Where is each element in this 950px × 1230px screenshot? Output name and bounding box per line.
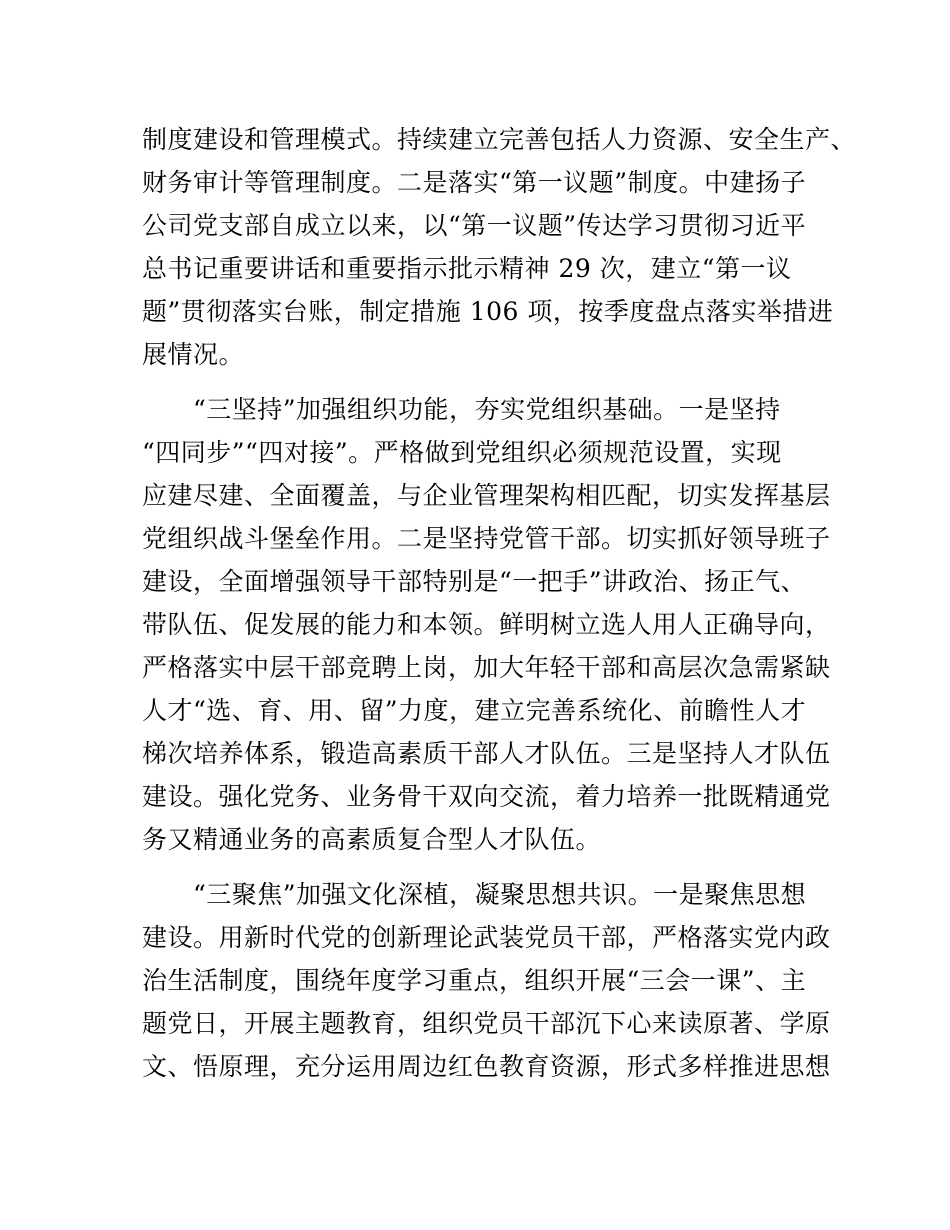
paragraph-spacer <box>142 376 812 388</box>
text-line: “三聚焦”加强文化深植，凝聚思想共识。一是聚焦思想 <box>142 880 807 909</box>
text-line: 带队伍、促发展的能力和本领。鲜明树立选人用人正确导向， <box>142 610 831 639</box>
document-body <box>142 118 857 1088</box>
text-line: 务又精通业务的高素质复合型人才队伍。 <box>142 825 602 854</box>
text-line: 治生活制度，围绕年度学习重点，组织开展“三会一课”、主 <box>142 966 807 995</box>
text-line: 严格落实中层干部竞聘上岗，加大年轻干部和高层次急需紧缺 <box>142 653 831 682</box>
text-line: 人才“选、育、用、留”力度，建立完善系统化、前瞻性人才 <box>142 696 807 725</box>
text-line: “四同步”“四对接”。严格做到党组织必须规范设置，实现 <box>142 438 782 467</box>
text-line: 公司党支部自成立以来，以“第一议题”传达学习贯彻习近平 <box>142 211 807 240</box>
paragraph-2 <box>142 388 831 861</box>
paragraph-1 <box>142 118 857 376</box>
text-line: 总书记重要讲话和重要指示批示精神 29 次，建立“第一议 <box>142 254 792 283</box>
text-line: 题”贯彻落实台账，制定措施 106 项，按季度盘点落实举措进 <box>142 297 834 326</box>
text-line: 制度建设和管理模式。持续建立完善包括人力资源、安全生产、 <box>142 125 857 154</box>
text-line: 建设。用新时代党的创新理论武装党员干部，严格落实党内政 <box>142 923 831 952</box>
text-line: “三坚持”加强组织功能，夯实党组织基础。一是坚持 <box>142 395 781 424</box>
paragraph-spacer <box>142 861 812 873</box>
text-line: 展情况。 <box>142 340 245 369</box>
text-line: 财务审计等管理制度。二是落实“第一议题”制度。中建扬子 <box>142 168 807 197</box>
paragraph-3 <box>142 873 831 1088</box>
text-line: 建设，全面增强领导干部特别是“一把手”讲政治、扬正气、 <box>142 567 807 596</box>
text-line: 党组织战斗堡垒作用。二是坚持党管干部。切实抓好领导班子 <box>142 524 831 553</box>
text-line: 应建尽建、全面覆盖，与企业管理架构相匹配，切实发挥基层 <box>142 481 831 510</box>
text-line: 建设。强化党务、业务骨干双向交流，着力培养一批既精通党 <box>142 782 831 811</box>
text-line: 文、悟原理，充分运用周边红色教育资源，形式多样推进思想 <box>142 1052 831 1081</box>
text-line: 题党日，开展主题教育，组织党员干部沉下心来读原著、学原 <box>142 1009 831 1038</box>
text-line: 梯次培养体系，锻造高素质干部人才队伍。三是坚持人才队伍 <box>142 739 831 768</box>
